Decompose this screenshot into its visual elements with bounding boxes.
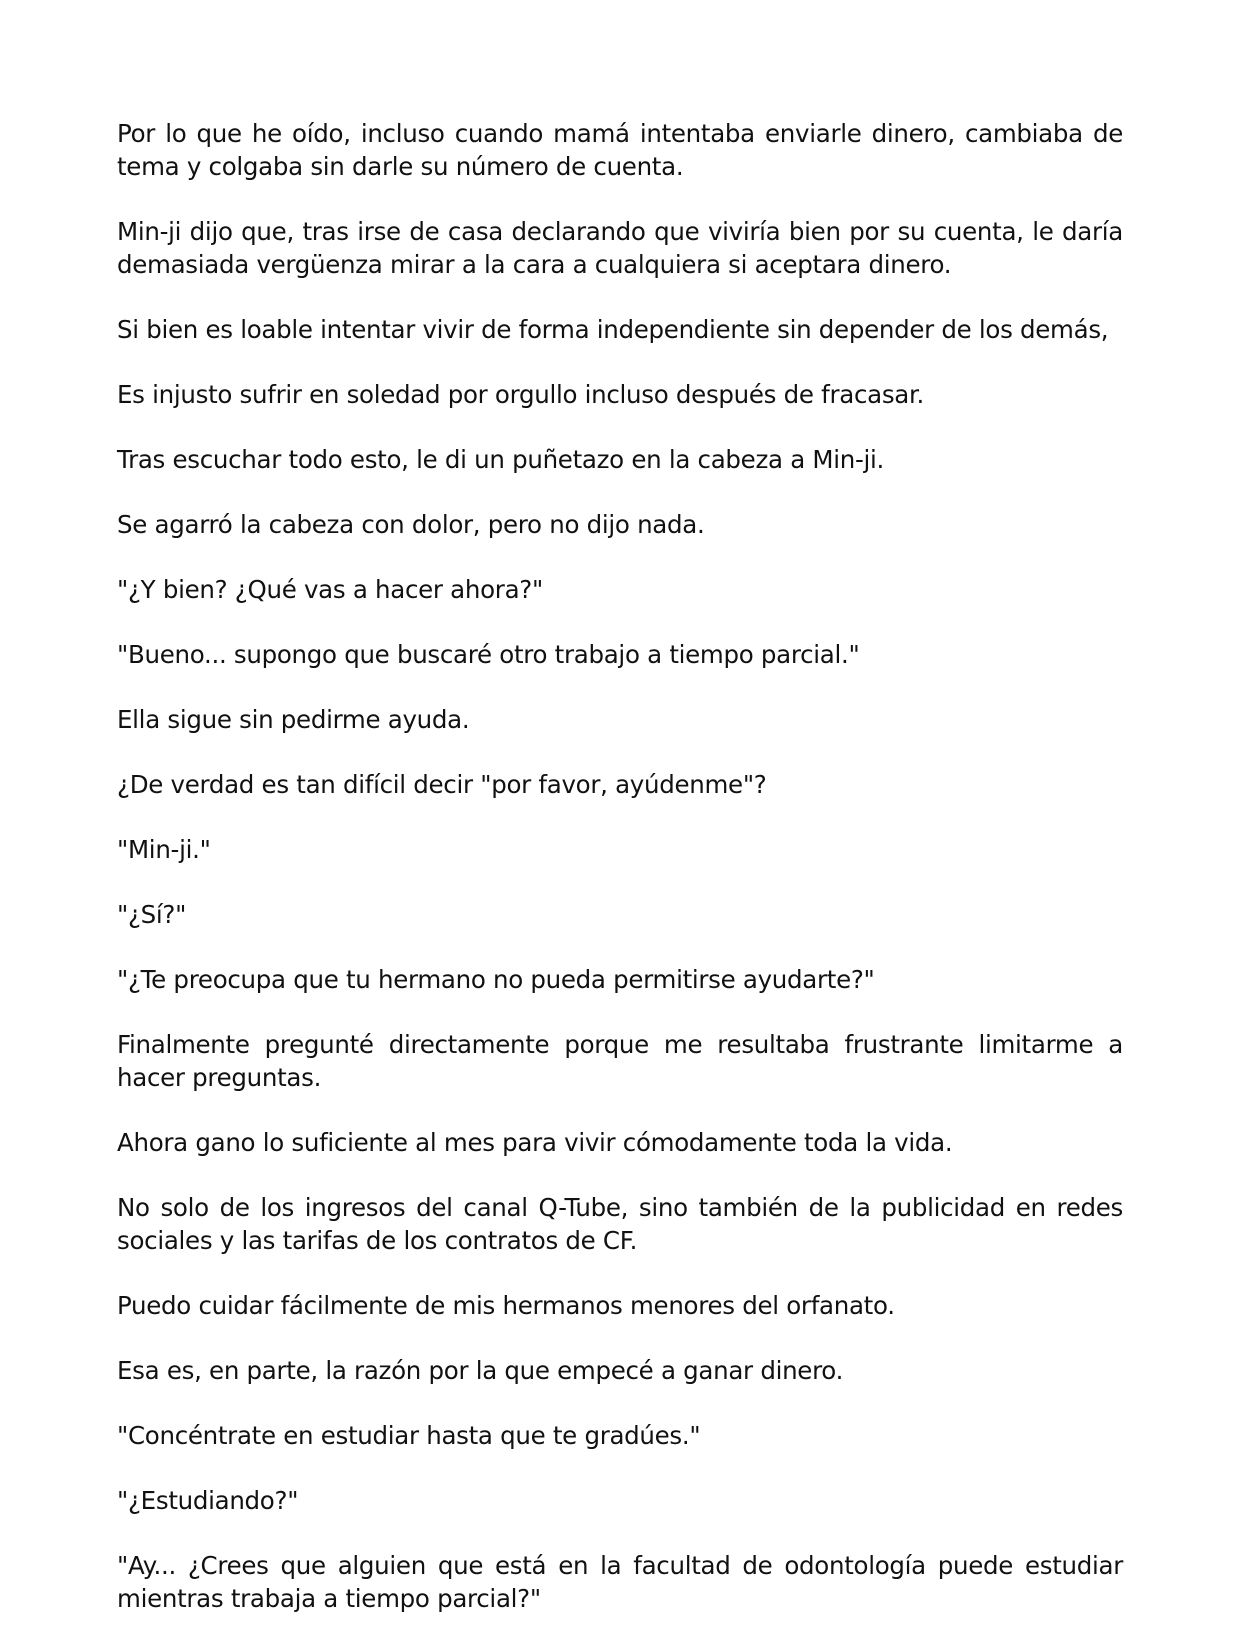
paragraph-19: "Concéntrate en estudiar hasta que te gradúes." [117,1421,701,1450]
paragraph-11: "Min-ji." [117,835,211,864]
paragraph-8: "Bueno... supongo que buscaré otro trabajo a tiempo parcial." [117,640,860,669]
paragraph-6: Se agarró la cabeza con dolor, pero no dijo nada. [117,510,705,539]
paragraph-4: Es injusto sufrir en soledad por orgullo incluso después de fracasar. [117,380,925,409]
paragraph-3: Si bien es loable intentar vivir de forma independiente sin depender de los demás, [117,315,1109,344]
paragraph-2: Min-ji dijo que, tras irse de casa declarando que viviría bien por su cuenta, le daría demasiada vergüenza mirar a la cara a cualquiera si aceptara dinero. [117,217,1123,279]
paragraph-17: Puedo cuidar fácilmente de mis hermanos menores del orfanato. [117,1291,895,1320]
paragraph-1: Por lo que he oído, incluso cuando mamá intentaba enviarle dinero, cambiaba de tema y colgaba sin darle su número de cuenta. [117,119,1123,181]
paragraph-12: "¿Sí?" [117,900,187,929]
paragraph-9: Ella sigue sin pedirme ayuda. [117,705,470,734]
paragraph-21: "Ay... ¿Crees que alguien que está en la facultad de odontología puede estudiar mientras trabaja a tiempo parcial?" [117,1551,1123,1613]
paragraph-18: Esa es, en parte, la razón por la que empecé a ganar dinero. [117,1356,844,1385]
paragraph-20: "¿Estudiando?" [117,1486,299,1515]
paragraph-16: No solo de los ingresos del canal Q-Tube, sino también de la publicidad en redes sociales y las tarifas de los contratos de CF. [117,1193,1123,1255]
paragraph-7: "¿Y bien? ¿Qué vas a hacer ahora?" [117,575,543,604]
paragraph-14: Finalmente pregunté directamente porque me resultaba frustrante limitarme a hacer preguntas. [117,1030,1123,1092]
paragraph-10: ¿De verdad es tan difícil decir "por favor, ayúdenme"? [117,770,767,799]
paragraph-15: Ahora gano lo suficiente al mes para vivir cómodamente toda la vida. [117,1128,953,1157]
document-page [117,117,1123,1647]
paragraph-5: Tras escuchar todo esto, le di un puñetazo en la cabeza a Min-ji. [117,445,885,474]
paragraph-13: "¿Te preocupa que tu hermano no pueda permitirse ayudarte?" [117,965,875,994]
